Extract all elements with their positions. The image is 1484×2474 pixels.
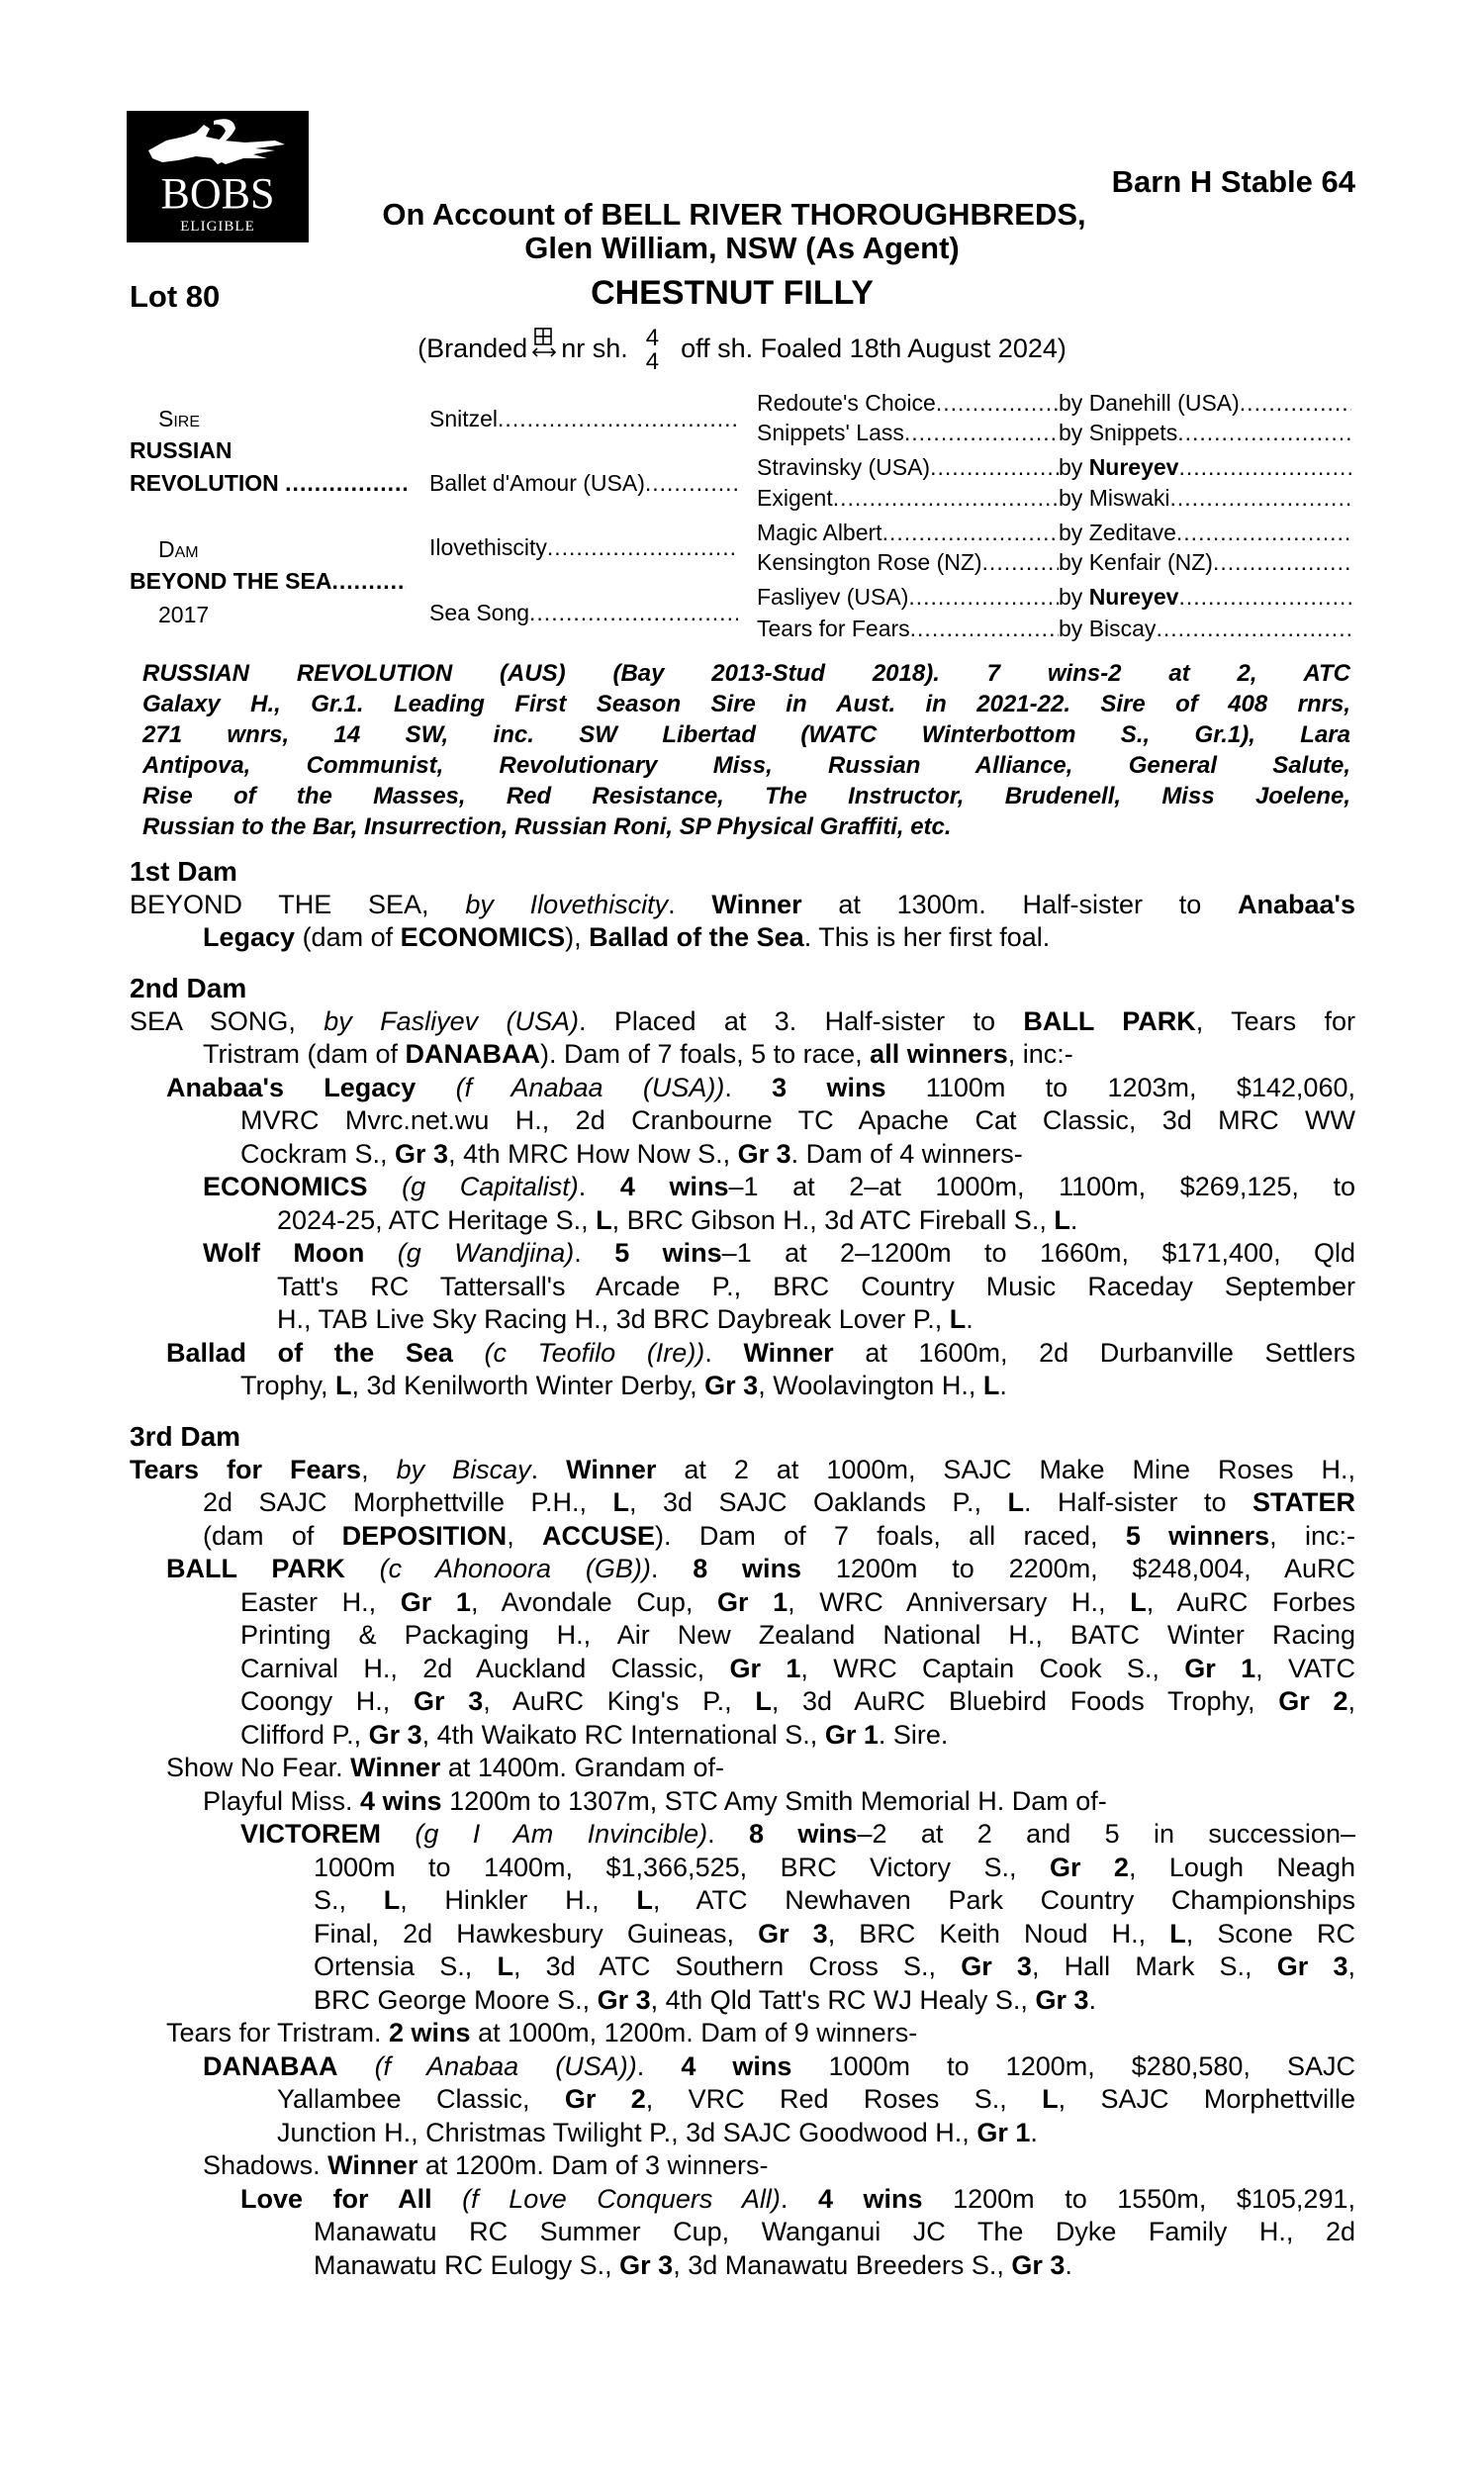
branded-prefix: (Branded	[417, 333, 528, 364]
bold-text: L	[383, 1885, 401, 1915]
bold-text: 5 winners	[1125, 1520, 1270, 1551]
text-line	[130, 2017, 1355, 2050]
text-line	[130, 1884, 1355, 1918]
text-line	[130, 1520, 1355, 1554]
text: Coongy H.,	[240, 1686, 414, 1716]
vendor-line-1: On Account of BELL RIVER THOROUGHBREDS,	[382, 197, 1086, 232]
bold-text: Gr 3	[1276, 1951, 1348, 1981]
text: , inc:-	[1269, 1520, 1355, 1551]
bold-text: Wolf Moon	[203, 1238, 365, 1268]
bold-text: DEPOSITION	[341, 1520, 508, 1551]
text-line	[130, 2149, 1355, 2183]
text: Yallambee Classic,	[277, 2084, 565, 2114]
text: at 1300m. Half-sister to	[801, 889, 1239, 919]
italic-text: (c Teofilo (Ire))	[484, 1337, 705, 1368]
great-grandparent: Snippets' Lass .....	[757, 419, 1059, 446]
text-line	[130, 1719, 1355, 1753]
great-grandparent-sire: by Nureyev .....	[1059, 453, 1351, 481]
brand-number-bottom: 4	[645, 348, 660, 375]
text: , 4th Waikato RC International S.,	[421, 1719, 825, 1750]
italic-text: (f Anabaa (USA))	[374, 2050, 637, 2081]
text	[345, 1554, 380, 1583]
text: Carnival H., 2d Auckland Classic,	[240, 1653, 730, 1683]
text: BEYOND THE SEA,	[130, 889, 466, 919]
text: at 1200m. Dam of 3 winners-	[417, 2150, 769, 2180]
bold-text: L	[982, 1371, 1000, 1400]
great-grandparent-sire: by Zeditave .....	[1059, 519, 1351, 546]
text: .	[1088, 1984, 1096, 2015]
bold-text: Anabaa's Legacy	[166, 1072, 417, 1102]
text: Manawatu RC Summer Cup, Wanganui JC The Dyke Family H., 2d	[314, 2217, 1355, 2246]
italic-text: (g Wandjina)	[397, 1238, 575, 1268]
text: .	[966, 1304, 974, 1334]
text: SEA SONG,	[130, 1005, 325, 1036]
text: ,	[1347, 1686, 1356, 1716]
bold-text: L	[636, 1885, 653, 1915]
text: at 1400m. Grandam of-	[440, 1753, 724, 1782]
text	[364, 1238, 397, 1268]
text: , Hinkler H.,	[400, 1885, 637, 1915]
text: .	[650, 1554, 694, 1583]
text-line	[130, 1005, 1355, 1039]
bold-text: VICTOREM	[240, 1819, 382, 1849]
great-grandparent: Redoute's Choice .....	[757, 389, 1059, 417]
text-line	[130, 1104, 1355, 1138]
vendor-line-2: Glen William, NSW (As Agent)	[524, 231, 960, 265]
text-line	[130, 2249, 1355, 2283]
bold-text: all winners	[870, 1039, 1008, 1069]
text: .	[704, 1337, 744, 1368]
branding-line	[0, 327, 1484, 374]
grandparent: Ballet d'Amour (USA) .....	[429, 469, 738, 497]
bold-text: Gr 1	[976, 2117, 1031, 2147]
text: Show No Fear.	[166, 1753, 351, 1782]
text: , VATC	[1255, 1653, 1356, 1683]
bold-text: Gr 3	[368, 1719, 422, 1750]
great-grandparent: Kensington Rose (NZ) .....	[757, 548, 1059, 576]
sire-summary-line: Antipova, Communist, Revolutionary Miss, Russian Alliance, General Salute,	[142, 752, 1350, 779]
text: , 3d ATC Southern Cross S.,	[512, 1951, 962, 1981]
text: , AuRC King's P.,	[483, 1686, 756, 1716]
text: . Dam of 4 winners-	[790, 1138, 1023, 1169]
text: at 1000m, 1200m. Dam of 9 winners-	[470, 2018, 918, 2047]
bold-text: L	[1042, 2084, 1059, 2114]
bold-text: Winner	[743, 1337, 834, 1368]
text: Final, 2d Hawkesbury Guineas,	[314, 1918, 759, 1949]
text-line	[130, 1951, 1355, 1984]
great-grandparent-sire: by Snippets .....	[1059, 419, 1351, 446]
text: .	[1065, 2249, 1072, 2280]
text: , VRC Red Roses S.,	[645, 2084, 1043, 2114]
text	[381, 1819, 415, 1849]
sire-summary-line: Rise of the Masses, Red Resistance, The Instructor, Brudenell, Miss Joelene,	[142, 783, 1350, 809]
bold-text: Gr 3	[619, 2249, 674, 2280]
text: 1000m to 1400m, $1,366,525, BRC Victory S.,	[314, 1852, 1050, 1882]
text: 1100m to 1203m, $142,060,	[885, 1072, 1355, 1102]
bold-text: Gr 3	[1011, 2249, 1066, 2280]
sire-summary-line: RUSSIAN REVOLUTION (AUS) (Bay 2013-Stud 2018). 7 wins-2 at 2, ATC	[142, 660, 1350, 687]
bold-text: Gr 2	[564, 2084, 646, 2114]
text: . Half-sister to	[1024, 1487, 1252, 1517]
section-heading: 2nd Dam	[130, 973, 247, 1003]
text	[368, 1172, 403, 1201]
bold-text: ECONOMICS	[203, 1172, 368, 1201]
text: ,	[1347, 1951, 1355, 1981]
text: , Tears for	[1195, 1005, 1355, 1036]
bold-text: Gr 3	[413, 1686, 484, 1716]
text: 2d SAJC Morphettville P.H.,	[203, 1487, 613, 1517]
text: Junction H., Christmas Twilight P., 3d SAJC Goodwood H.,	[277, 2117, 977, 2147]
text: .	[574, 1238, 615, 1268]
sire-name-1: RUSSIAN	[130, 437, 232, 463]
dam-name: BEYOND THE SEA .....	[130, 567, 407, 595]
text: , 3d Manawatu Breeders S.,	[673, 2249, 1012, 2280]
text: –1 at 2–at 1000m, 1100m, $269,125, to	[728, 1172, 1355, 1201]
text: Easter H.,	[240, 1586, 401, 1617]
text-line	[130, 921, 1355, 955]
bold-text: L	[1007, 1487, 1025, 1517]
text-line	[130, 2117, 1355, 2150]
bold-text: Gr 3	[1035, 1984, 1089, 2015]
bold-text: 5 wins	[614, 1238, 722, 1268]
italic-text: by Ilovethiscity	[465, 889, 669, 919]
italic-text: (c Ahonoora (GB))	[379, 1554, 651, 1583]
text: Playful Miss.	[203, 1785, 361, 1816]
bold-text: DANABAA	[405, 1039, 541, 1069]
grandparent: Ilovethiscity .....	[429, 533, 738, 561]
sire-summary-line: 271 wnrs, 14 SW, inc. SW Libertad (WATC Winterbottom S., Gr.1), Lara	[142, 721, 1350, 748]
text: (dam of	[295, 922, 401, 952]
text: 1200m to 1550m, $105,291,	[922, 2183, 1355, 2214]
dam-section	[130, 855, 1355, 955]
lot-number: Lot 80	[130, 279, 221, 314]
text: Tatt's RC Tattersall's Arcade P., BRC Country Music Raceday September	[277, 1271, 1355, 1301]
bold-text: 4 wins	[360, 1785, 442, 1816]
sire-summary	[142, 658, 1350, 842]
text: ,	[507, 1520, 542, 1551]
text-line	[130, 1171, 1355, 1204]
text: –1 at 2–1200m to 1660m, $171,400, Qld	[721, 1238, 1356, 1268]
text: Tristram (dam of	[203, 1039, 406, 1069]
text: , inc:-	[1007, 1039, 1073, 1069]
lot-title: CHESTNUT FILLY	[591, 274, 874, 312]
text: , WRC Anniversary H.,	[788, 1586, 1131, 1617]
sire-name-2: REVOLUTION .....	[130, 469, 407, 497]
text-line	[130, 1553, 1355, 1586]
text: Tears for Tristram.	[166, 2018, 390, 2047]
dam-label: Dam	[158, 536, 199, 562]
sire-label: Sire	[158, 406, 201, 431]
text: .	[1069, 1204, 1078, 1235]
bold-text: Winner	[711, 889, 802, 919]
text: , Scone RC	[1185, 1918, 1356, 1949]
bold-text: Gr 3	[758, 1918, 828, 1949]
text: ,	[361, 1454, 397, 1484]
brand-mark-icon	[531, 328, 557, 361]
bold-text: Gr 1	[400, 1586, 471, 1617]
barn-stable: Barn H Stable 64	[1111, 164, 1355, 199]
text-line	[130, 1685, 1355, 1719]
text: H., TAB Live Sky Racing H., 3d BRC Daybreak Lover P.,	[277, 1304, 950, 1334]
text-line	[130, 1984, 1355, 2018]
bold-text: STATER	[1252, 1487, 1355, 1517]
text: 1200m to 2200m, $248,004, AuRC	[801, 1554, 1355, 1583]
text-line	[130, 1072, 1355, 1105]
bold-text: 4 wins	[817, 2183, 923, 2214]
bold-text: Legacy	[203, 922, 296, 952]
text	[453, 1338, 485, 1368]
sire-summary-line: Galaxy H., Gr.1. Leading First Season Sire in Aust. in 2021-22. Sire of 408 rnrs,	[142, 691, 1350, 717]
branded-nr: nr sh.	[561, 333, 628, 364]
brand-number	[646, 327, 659, 374]
sire-summary-line: Russian to the Bar, Insurrection, Russian Roni, SP Physical Graffiti, etc.	[142, 813, 952, 840]
bold-text: L	[596, 1204, 612, 1235]
text: Trophy,	[240, 1371, 336, 1400]
text: Shadows.	[203, 2150, 328, 2180]
bold-text: Gr 3	[704, 1371, 759, 1400]
bold-text: BALL PARK	[1023, 1005, 1196, 1036]
section-heading: 3rd Dam	[130, 1421, 241, 1452]
text: ),	[565, 922, 590, 952]
italic-text: (f Anabaa (USA))	[455, 1072, 725, 1102]
italic-text: by Biscay	[396, 1454, 531, 1484]
text: .	[578, 1172, 620, 1201]
text: .	[530, 1454, 567, 1484]
text: . This is her first foal.	[803, 922, 1051, 952]
text-line	[130, 1785, 1355, 1819]
text: –2 at 2 and 5 in succession–	[857, 1819, 1355, 1849]
text: BRC George Moore S.,	[314, 1984, 598, 2015]
text: 2024-25, ATC Heritage S.,	[277, 1204, 597, 1235]
bold-text: Gr 3	[961, 1951, 1032, 1981]
text-line	[130, 1918, 1355, 1951]
logo-text-eligible: ELIGIBLE	[180, 219, 255, 235]
bold-text: Winner	[566, 1454, 657, 1484]
text: .	[1030, 2117, 1038, 2147]
great-grandparent: Stravinsky (USA) .....	[757, 453, 1059, 481]
great-grandparent: Fasliyev (USA) .....	[757, 583, 1059, 611]
text	[432, 2184, 463, 2214]
text-line	[130, 1752, 1355, 1785]
text: .	[999, 1371, 1007, 1400]
bold-text: L	[1169, 1918, 1186, 1949]
dam-section	[130, 1420, 1355, 2282]
bold-text: Tears for Fears	[130, 1454, 362, 1484]
text: S.,	[314, 1885, 384, 1915]
text: , Lough Neagh	[1128, 1852, 1355, 1882]
text: Cockram S.,	[240, 1138, 396, 1169]
text: . Sire.	[878, 1719, 949, 1750]
text: at 2 at 1000m, SAJC Make Mine Roses H.,	[656, 1454, 1355, 1484]
great-grandparent-sire: by Danehill (USA) .....	[1059, 389, 1351, 417]
text-line	[130, 1204, 1355, 1238]
bold-text: BALL PARK	[166, 1554, 345, 1583]
text: , Hall Mark S.,	[1031, 1951, 1277, 1981]
text-line	[130, 2083, 1355, 2117]
text: , 3d Kenilworth Winter Derby,	[351, 1371, 705, 1400]
bold-text: ECONOMICS	[400, 922, 566, 952]
text: ). Dam of 7 foals, 5 to race,	[540, 1039, 871, 1069]
great-grandparent: Tears for Fears .....	[757, 615, 1059, 642]
bold-text: L	[1130, 1586, 1147, 1617]
bold-text: Gr 3	[597, 1984, 651, 2015]
bold-text: 3 wins	[772, 1072, 886, 1102]
great-grandparent-sire: by Biscay .....	[1059, 615, 1351, 642]
text-line	[130, 1818, 1355, 1852]
bold-text: 4 wins	[619, 1172, 729, 1201]
bold-text: Gr 1	[1184, 1653, 1256, 1683]
text-line	[130, 1303, 1355, 1337]
branded-suffix: off sh. Foaled 18th August 2024)	[681, 333, 1067, 364]
text: Manawatu RC Eulogy S.,	[314, 2249, 620, 2280]
text: , BRC Keith Noud H.,	[827, 1918, 1170, 1949]
text: , 4th Qld Tatt's RC WJ Healy S.,	[650, 1984, 1036, 2015]
text-line	[130, 889, 1355, 922]
text: 1000m to 1200m, $280,580, SAJC	[791, 2050, 1355, 2081]
text: , 4th MRC How Now S.,	[448, 1138, 738, 1169]
text: , WRC Captain Cook S.,	[800, 1653, 1185, 1683]
text-line	[130, 2050, 1355, 2084]
text-line	[130, 1486, 1355, 1520]
bold-text: Gr 2	[1049, 1852, 1129, 1882]
text: at 1600m, 2d Durbanville Settlers	[833, 1337, 1355, 1368]
bold-text: Gr 1	[729, 1653, 801, 1683]
italic-text: by Fasliyev (USA)	[324, 1005, 580, 1036]
text-line	[130, 1852, 1355, 1885]
bold-text: L	[755, 1686, 772, 1716]
dam-year: 2017	[158, 602, 210, 627]
text: 1200m to 1307m, STC Amy Smith Memorial H. Dam of-	[441, 1785, 1107, 1816]
text-line	[130, 1619, 1355, 1653]
text: .	[724, 1072, 773, 1102]
text: (dam of	[203, 1520, 342, 1551]
text: . Placed at 3. Half-sister to	[579, 1005, 1024, 1036]
grandparent: Snitzel .....	[429, 405, 738, 432]
text-line	[130, 1454, 1355, 1487]
dam-section	[130, 972, 1355, 1403]
text	[416, 1073, 455, 1102]
bold-text: Gr 3	[395, 1138, 449, 1169]
bold-text: DANABAA	[203, 2050, 338, 2081]
text: Printing & Packaging H., Air New Zealand National H., BATC Winter Racing	[240, 1620, 1355, 1650]
bold-text: 8 wins	[749, 1819, 858, 1849]
text: , Avondale Cup,	[470, 1586, 717, 1617]
bold-text: 8 wins	[693, 1554, 802, 1583]
bold-text: Love for All	[240, 2183, 432, 2214]
bold-text: Gr 2	[1278, 1686, 1348, 1716]
logo-text-bobs: BOBS	[160, 169, 275, 218]
great-grandparent-sire: by Miswaki .....	[1059, 484, 1351, 512]
bold-text: ACCUSE	[542, 1520, 656, 1551]
great-grandparent-sire: by Kenfair (NZ) .....	[1059, 548, 1351, 576]
text: , 3d SAJC Oaklands P.,	[629, 1487, 1008, 1517]
bold-text: Winner	[327, 2150, 418, 2180]
text-line	[130, 1586, 1355, 1620]
bold-text: L	[497, 1951, 513, 1981]
text: .	[636, 2050, 682, 2081]
bold-text: Gr 1	[824, 1719, 879, 1750]
bold-text: L	[612, 1487, 630, 1517]
text-line	[130, 1138, 1355, 1172]
italic-text: (g I Am Invincible)	[415, 1819, 708, 1849]
grandparent: Sea Song .....	[429, 599, 738, 626]
text-line	[130, 1653, 1355, 1686]
text: , ATC Newhaven Park Country Championships	[652, 1885, 1356, 1915]
great-grandparent-sire: by Nureyev .....	[1059, 583, 1351, 611]
bold-text: L	[335, 1371, 352, 1400]
text: MVRC Mvrc.net.wu H., 2d Cranbourne TC Apache Cat Classic, 3d MRC WW	[240, 1105, 1355, 1135]
text-line	[130, 1271, 1355, 1304]
bold-text: 2 wins	[389, 2018, 471, 2047]
text: , BRC Gibson H., 3d ATC Fireball S.,	[611, 1204, 1055, 1235]
text-line	[130, 1038, 1355, 1072]
text	[338, 2051, 375, 2081]
text: , Woolavington H.,	[758, 1371, 983, 1400]
text: .	[668, 889, 712, 919]
bold-text: Gr 3	[737, 1138, 791, 1169]
text-line	[130, 2183, 1355, 2217]
italic-text: (g Capitalist)	[402, 1172, 579, 1201]
great-grandparent: Exigent .....	[757, 484, 1059, 512]
text-line	[130, 1370, 1355, 1403]
text-line	[130, 2216, 1355, 2249]
bold-text: L	[1054, 1204, 1070, 1235]
great-grandparent: Magic Albert .....	[757, 519, 1059, 546]
text-line	[130, 1337, 1355, 1371]
italic-text: (f Love Conquers All)	[462, 2183, 781, 2214]
brand-number-top: 4	[645, 325, 660, 351]
bold-text: Anabaa's	[1238, 889, 1355, 919]
text: , 3d AuRC Bluebird Foods Trophy,	[771, 1686, 1279, 1716]
section-heading: 1st Dam	[130, 856, 237, 887]
text: , SAJC Morphettville	[1058, 2084, 1355, 2114]
bold-text: L	[949, 1304, 967, 1334]
text: ). Dam of 7 foals, all raced,	[655, 1520, 1126, 1551]
bold-text: 4 wins	[681, 2050, 792, 2081]
text-line	[130, 1237, 1355, 1271]
bold-text: Ballad of the Sea	[589, 922, 804, 952]
bold-text: Ballad of the Sea	[166, 1337, 453, 1368]
bold-text: Winner	[350, 1753, 441, 1782]
bold-text: Gr 1	[716, 1586, 788, 1617]
text: Clifford P.,	[240, 1719, 369, 1750]
text: .	[780, 2183, 818, 2214]
dam-lines	[130, 855, 1355, 2282]
text: , AuRC Forbes	[1146, 1586, 1356, 1617]
text: Ortensia S.,	[314, 1951, 498, 1981]
text: .	[707, 1819, 750, 1849]
